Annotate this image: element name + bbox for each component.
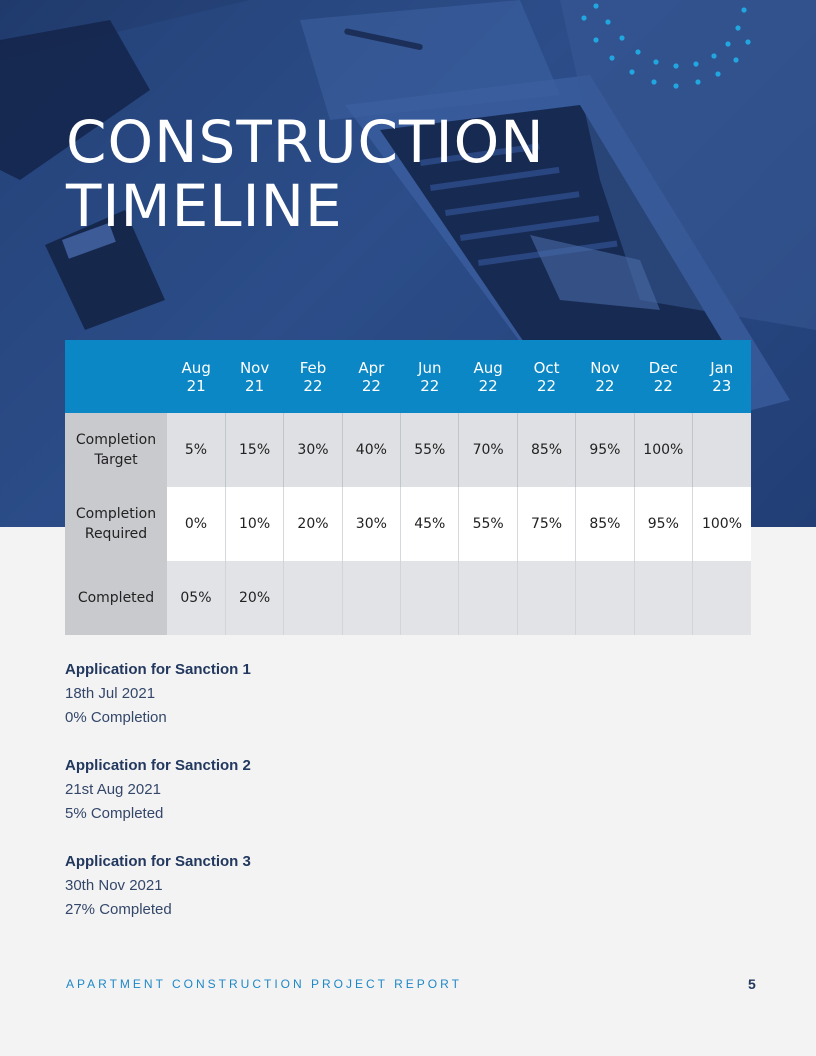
column-header: Jan 23 (693, 340, 751, 413)
table-cell: 100% (634, 413, 692, 487)
row-completion-required (65, 487, 751, 561)
application-title: Application for Sanction 1 (65, 661, 251, 678)
application-status: 0% Completion (65, 709, 167, 726)
application-title: Application for Sanction 3 (65, 853, 251, 870)
column-header: Feb 22 (284, 340, 342, 413)
application-title: Application for Sanction 2 (65, 757, 251, 774)
application-status: 5% Completed (65, 805, 164, 822)
table-cell: 75% (517, 487, 575, 561)
table-cell: 100% (693, 487, 751, 561)
table-cell: 20% (225, 561, 283, 635)
table-cell (342, 561, 400, 635)
table-cell (693, 413, 751, 487)
application-date: 18th Jul 2021 (65, 685, 156, 702)
footer-report-title: APARTMENT CONSTRUCTION PROJECT REPORT (66, 977, 462, 991)
table-cell: 20% (284, 487, 342, 561)
column-header: Aug 22 (459, 340, 517, 413)
column-header: Oct 22 (517, 340, 575, 413)
title-line-1: CONSTRUCTION (66, 108, 545, 176)
application-status: 27% Completed (65, 901, 172, 918)
column-header: Dec 22 (634, 340, 692, 413)
table-cell: 55% (401, 413, 459, 487)
table-cell (401, 561, 459, 635)
page-title (66, 110, 545, 238)
column-header: Nov 22 (576, 340, 634, 413)
row-completed (65, 561, 751, 635)
table-cell (634, 561, 692, 635)
application-date: 21st Aug 2021 (65, 781, 161, 798)
table-cell: 0% (167, 487, 225, 561)
table-cell: 45% (401, 487, 459, 561)
table-cell: 70% (459, 413, 517, 487)
table-cell (517, 561, 575, 635)
application-item (65, 754, 251, 826)
table-cell (459, 561, 517, 635)
table-cell: 85% (517, 413, 575, 487)
column-header: Jun 22 (401, 340, 459, 413)
header-corner-cell (65, 340, 167, 413)
application-item (65, 658, 251, 730)
table-cell: 15% (225, 413, 283, 487)
table-cell: 5% (167, 413, 225, 487)
page-number: 5 (748, 976, 756, 992)
table-cell: 95% (576, 413, 634, 487)
construction-timeline-table (65, 340, 751, 635)
table-header-row (65, 340, 751, 413)
row-label: Completion Target (65, 413, 167, 487)
table-cell (693, 561, 751, 635)
column-header: Apr 22 (342, 340, 400, 413)
row-label: Completion Required (65, 487, 167, 561)
application-item (65, 850, 251, 922)
column-header: Nov 21 (225, 340, 283, 413)
row-label: Completed (65, 561, 167, 635)
table-cell: 55% (459, 487, 517, 561)
table-cell: 10% (225, 487, 283, 561)
table-cell (284, 561, 342, 635)
table-cell: 85% (576, 487, 634, 561)
row-completion-target (65, 413, 751, 487)
table-cell: 05% (167, 561, 225, 635)
table-cell (576, 561, 634, 635)
table-cell: 30% (342, 487, 400, 561)
title-line-2: TIMELINE (66, 172, 343, 240)
table-cell: 30% (284, 413, 342, 487)
table-cell: 95% (634, 487, 692, 561)
table-cell: 40% (342, 413, 400, 487)
sanction-applications (65, 658, 251, 946)
application-date: 30th Nov 2021 (65, 877, 163, 894)
column-header: Aug 21 (167, 340, 225, 413)
